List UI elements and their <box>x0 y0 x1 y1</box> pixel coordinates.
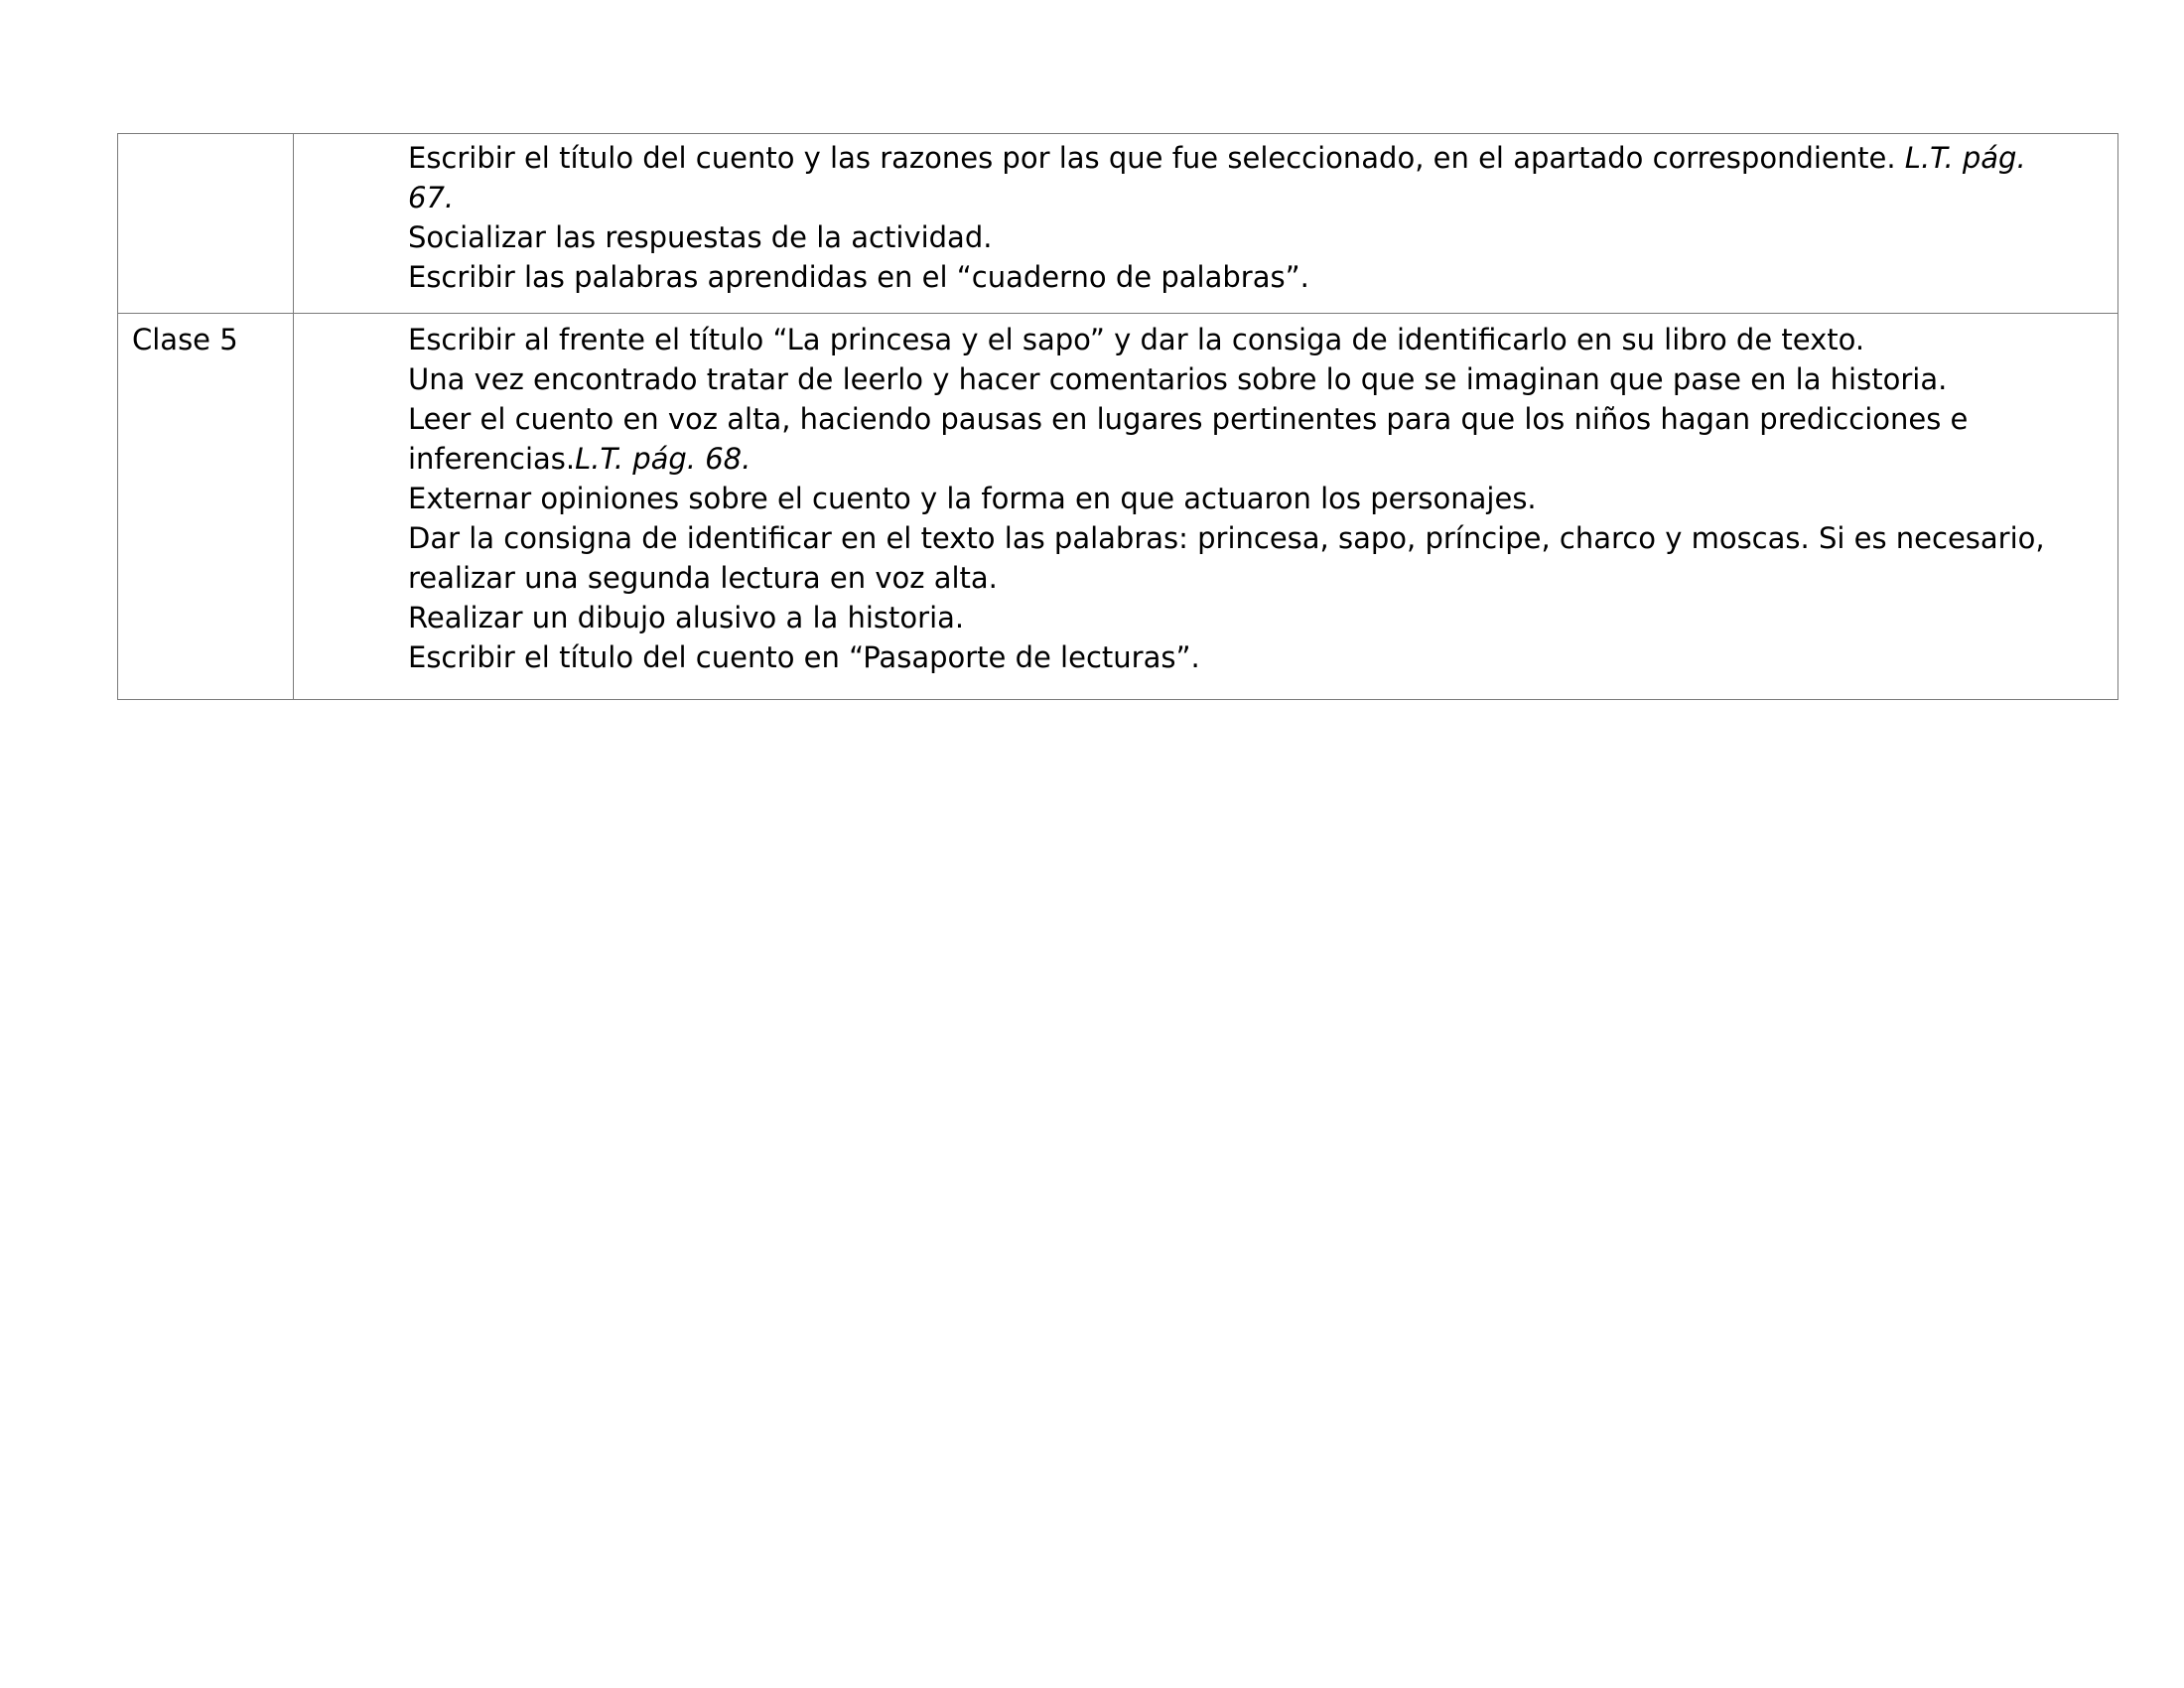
textbook-reference: L.T. pág. 67. <box>408 141 2026 214</box>
activity-line: Realizar un dibujo alusivo a la historia. <box>408 601 965 634</box>
activity-line: Escribir al frente el título “La princesa y el sapo” y dar la consiga de identificarlo en su libro de texto. <box>408 323 1865 356</box>
activity-line: Una vez encontrado tratar de leerlo y hacer comentarios sobre lo que se imaginan que pase en la historia. <box>408 362 1948 396</box>
activities-cell <box>294 134 2118 314</box>
activity-line: Escribir el título del cuento y las razones por las que fue seleccionado, en el apartado correspondiente. L.T. pág. 67. <box>408 141 2026 214</box>
activities-cell <box>294 314 2118 700</box>
activity-line: Externar opiniones sobre el cuento y la forma en que actuaron los personajes. <box>408 482 1537 515</box>
table-row <box>118 314 2118 700</box>
class-label-cell: Clase 5 <box>118 314 294 700</box>
activity-line: Socializar las respuestas de la actividad. <box>408 220 993 254</box>
textbook-reference: L.T. pág. 68. <box>575 442 751 476</box>
activity-line: Escribir el título del cuento en “Pasaporte de lecturas”. <box>408 640 1200 674</box>
lesson-plan-table <box>117 133 2118 700</box>
activity-line: Dar la consigna de identificar en el texto las palabras: princesa, sapo, príncipe, charco y moscas. Si es necesario, realizar una segunda lectura en voz alta. <box>408 521 2045 595</box>
activity-line: Leer el cuento en voz alta, haciendo pausas en lugares pertinentes para que los niños hagan predicciones e inferencias.L.T. pág. 68. <box>408 402 1969 476</box>
class-label-cell <box>118 134 294 314</box>
activity-line: Escribir las palabras aprendidas en el “cuaderno de palabras”. <box>408 260 1309 294</box>
table-row <box>118 134 2118 314</box>
